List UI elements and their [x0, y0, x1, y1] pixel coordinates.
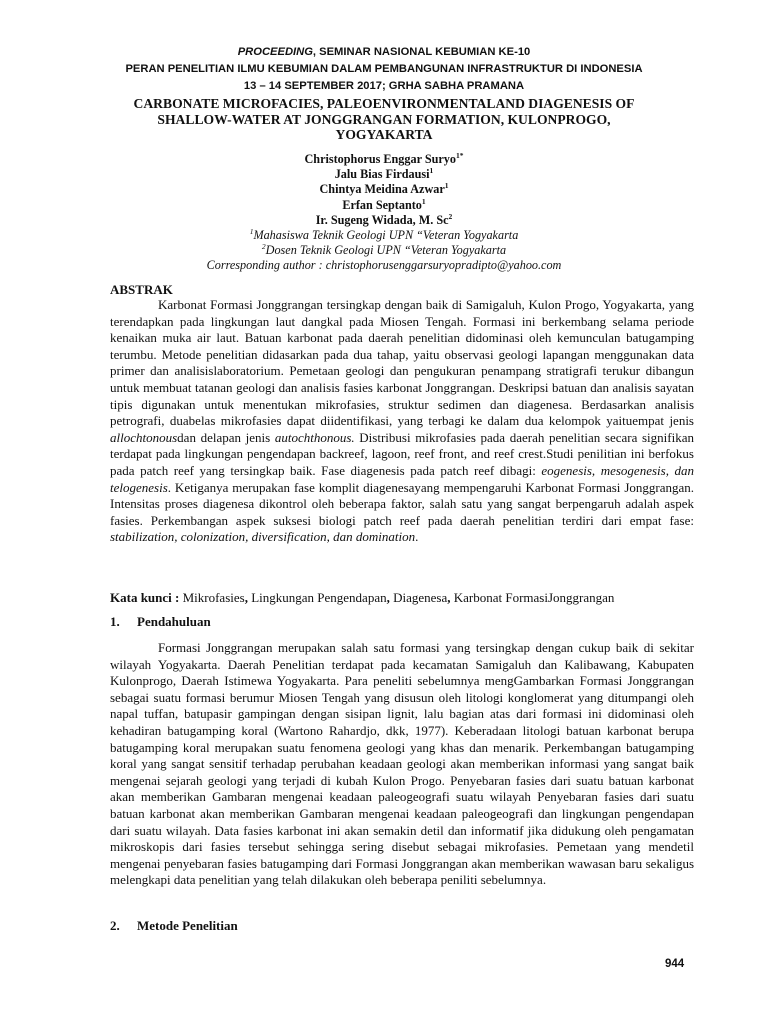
proceeding-label: PROCEEDING	[237, 46, 313, 58]
section-1-body: Formasi Jonggrangan merupakan salah satu formasi yang tersingkap dengan cukup baik di sekitar wilayah Yogyakarta. Daerah Penelitian terdapat pada kecamatan Samigaluh dan Kalibawang, Kabupaten Kulonprogo, Daerah Istimewa Yogyakarta. Para peneliti sebelumnya mengGambarkan Formasi Jonggrangan sebagai suatu formasi berumur Miosen Tengah yang disusun oleh litologi konglomerat yang ditumpangi oleh napal tuffan, batupasir gampingan dengan sisipan lignit, lalu bagian atas dari formasi ini didominasi oleh kehadiran batugamping koral (Wartono Rahardjo, dkk, 1977). Keberadaan litologi batuan karbonat berupa batugamping koral merupakan suatu fenomena geologi yang khas dan menarik. Perkembangan batugamping koral yang sangat sensitif terhadap perubahan keadaan geologi akan memberikan informasi yang sangat baik mengenai sejarah geologi yang terjadi di kubah Kulon Progo. Penyebaran fasies dari suatu batuan karbonat akan memberikan Gambaran mengenai keadaan paleogeografi suatu wilayah Penyebaran fasies dari suatu batuan karbonat akan memberikan Gambaran mengenai keadaan paleogeografi dan lingkungan pengendapan dari suatu wilayah. Data fasies karbonat ini akan semakin detil dan informatif jika didukung oleh pengamatan mikroskopis dari fasies tersebut sehingga sering disebut sebagai mikrofasies. Pemetaan yang mendetil mengenai penyebaran fasies batugamping dari Formasi Jonggrangan akan memberikan wawasan baru sekaligus melengkapi data penelitian yang telah dilakukan oleh beberapa peniliti sebelumnya.	[110, 640, 694, 888]
seminar-name: , SEMINAR NASIONAL KEBUMIAN KE-10	[312, 46, 531, 58]
proceeding-header-line1	[60, 44, 708, 61]
author-name: Ir. Sugeng Widada, M. Sc$^2$	[315, 211, 453, 227]
paper-title	[70, 96, 698, 143]
section-2-title: Metode Penelitian	[137, 918, 238, 933]
proceeding-header-line3: 13 – 14 SEPTEMBER 2017; GRHA SABHA PRAMANA	[243, 80, 525, 92]
affiliation: $^2$Dosen Teknik Geologi UPN “Veteran Yogyakarta	[261, 242, 507, 258]
section-2-number: 2.	[110, 918, 120, 933]
title-line: SHALLOW-WATER AT JONGGRANGAN FORMATION, KULONPROGO,	[157, 111, 611, 127]
section-1-title: Pendahuluan	[137, 614, 211, 629]
title-line: YOGYAKARTA	[335, 127, 433, 142]
title-line: CARBONATE MICROFACIES, PALEOENVIRONMENTALAND DIAGENESIS OF	[133, 96, 635, 111]
proceeding-header-line2: PERAN PENELITIAN ILMU KEBUMIAN DALAM PEMBANGUNAN INFRASTRUKTUR DI INDONESIA	[125, 63, 643, 75]
page-number: 944	[665, 958, 685, 970]
affiliation: $^1$Mahasiswa Teknik Geologi UPN “Veteran Yogyakarta	[249, 226, 519, 243]
author-block	[120, 152, 648, 274]
keywords: Kata kunci : Mikrofasies, Lingkungan Pengendapan, Diagenesa, Karbonat FormasiJonggrangan	[110, 590, 615, 605]
author-name: Chintya Meidina Azwar$^1$	[319, 181, 449, 197]
author-name: Erfan Septanto$^1$	[342, 196, 426, 212]
corresponding-author: Corresponding author : christophorusenggarsuryopradipto@yahoo.com	[206, 258, 562, 273]
section-1-number: 1.	[110, 614, 120, 629]
author-name: Jalu Bias Firdausi$^1$	[334, 166, 434, 182]
keywords-label: Kata kunci :	[110, 590, 180, 605]
abstract-heading: ABSTRAK	[110, 282, 173, 297]
abstract-body: Karbonat Formasi Jonggrangan tersingkap dengan baik di Samigaluh, Kulon Progo, Yogyakarta, yang terendapkan pada lingkungan laut dangkal pada Miosen Tengah. Formasi ini berkembang selama periode kenaikan muka air laut. Batuan karbonat pada daerah penelitian didominasi oleh kemunculan batugamping terumbu. Metode penelitian didasarkan pada dua tahap, yaitu observasi geologi lapangan menggunakan data primer dan analisislaboratorium. Pemetaan geologi dan pengukuran penampang stratigrafi terukur dibangun untuk membuat tatanan geologi dan analisis fasies karbonat Jonggrangan. Deskripsi batuan dan analisis sayatan tipis digunakan untuk menentukan mikrofasies, struktur sedimen dan diagenesa. Berdasarkan analisis petrografi, duabelas mikrofasies dapat diidentifikasi, yang terbagi ke dalam dua kelompok yaituempat jenis allochtonousdan delapan jenis autochthonous. Distribusi mikrofasies pada daerah penelitian secara signifikan terdapat pada lingkungan pengendapan backreef, lagoon, reef front, and reef crest.Studi penilitian ini berfokus pada patch reef yang tersingkap baik. Fase diagenesis pada patch reef dibagi: eogenesis, mesogenesis, dan telogenesis. Ketiganya merupakan fase komplit diagenesayang mempengaruhi Karbonat Formasi Jonggrangan. Intensitas proses diagenesa dikontrol oleh beberapa faktor, salah satu yang sangat berpengaruh adalah aspek fasies. Perkembangan aspek suksesi biologi patch reef pada daerah penelitian terdiri dari empat fase: stabilization, colonization, diversification, dan domination.	[110, 297, 694, 545]
author-name: Christophorus Enggar Suryo$^{1*}$	[304, 150, 464, 166]
